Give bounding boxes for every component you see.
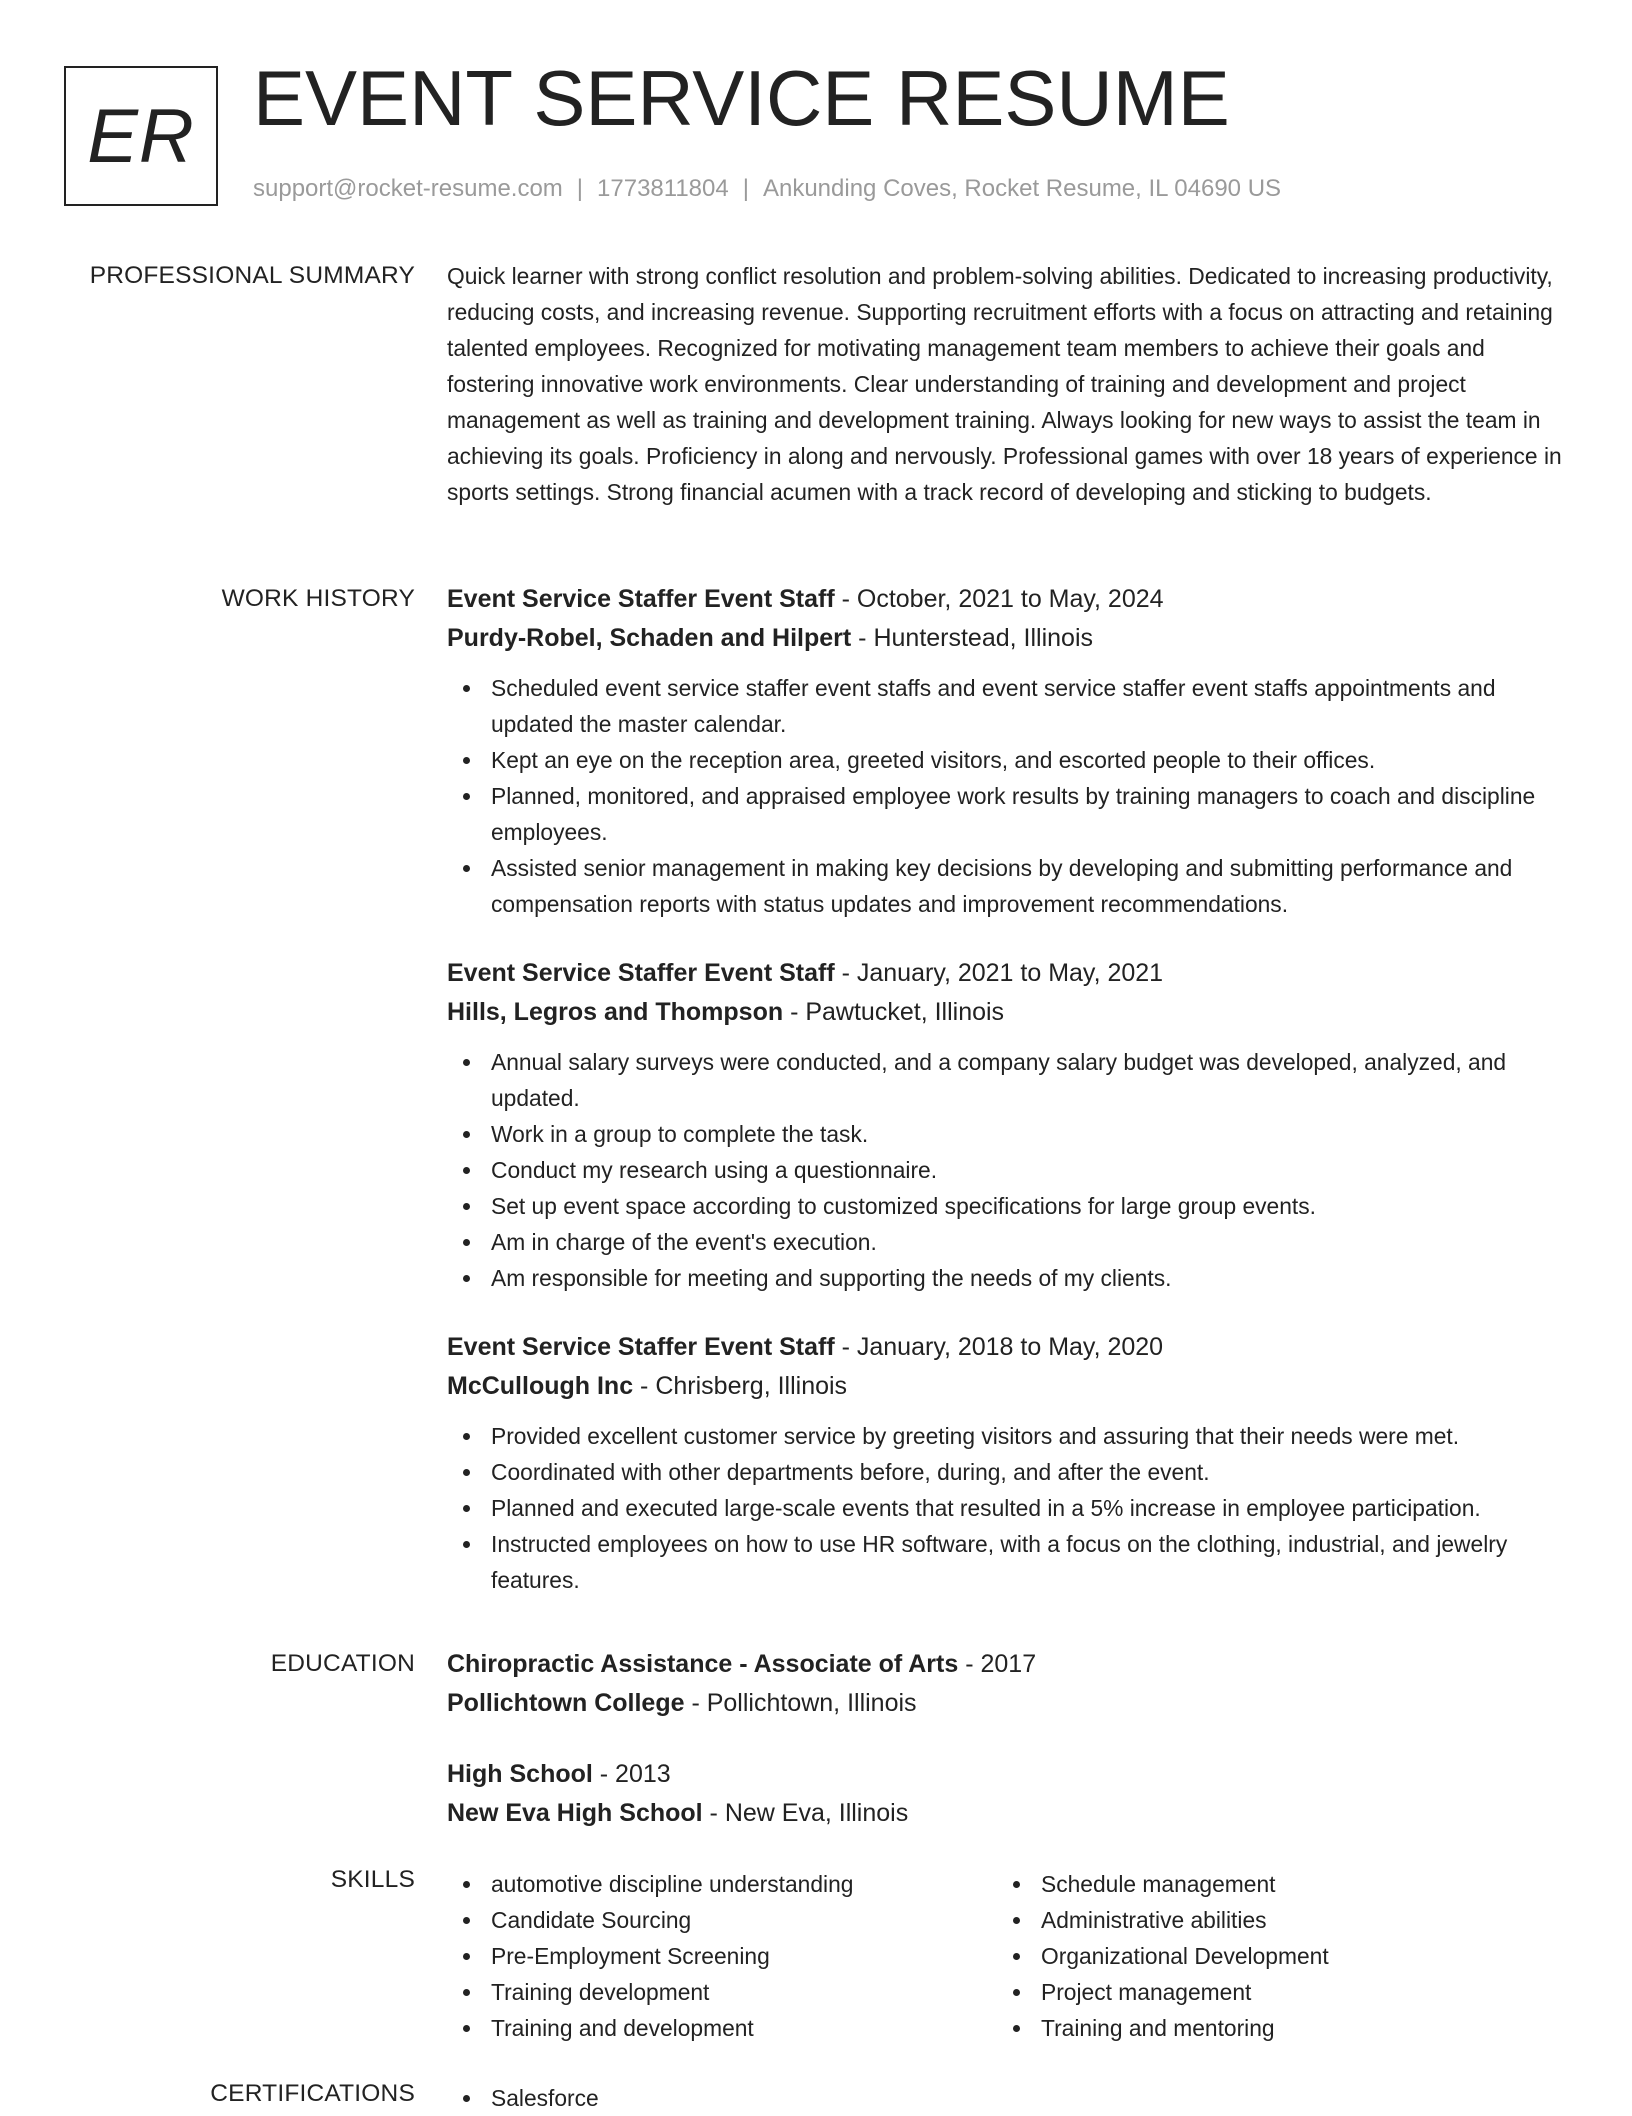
skills-grid xyxy=(447,1866,1565,2046)
section-label-certifications: CERTIFICATIONS xyxy=(210,2080,415,2107)
education-degree-line xyxy=(447,1755,1565,1794)
job-location: - Hunterstead, Illinois xyxy=(851,624,1094,652)
monogram-box xyxy=(64,66,218,206)
skills-column-right xyxy=(997,1866,1547,2046)
list-item: Am responsible for meeting and supporting the needs of my clients. xyxy=(447,1260,1565,1296)
job-company-line xyxy=(447,1367,1565,1406)
job-company: Hills, Legros and Thompson xyxy=(447,998,784,1026)
job-title: Event Service Staffer Event Staff xyxy=(447,585,835,613)
list-item: Salesforce xyxy=(447,2080,1565,2116)
job-bullets xyxy=(447,670,1565,922)
list-item: Planned, monitored, and appraised employee work results by training managers to coach and discipline employees. xyxy=(447,778,1565,850)
job-company: Purdy-Robel, Schaden and Hilpert xyxy=(447,624,852,652)
job-title-line xyxy=(447,954,1565,993)
list-item: Work in a group to complete the task. xyxy=(447,1116,1565,1152)
job-bullets xyxy=(447,1418,1565,1598)
education-degree-line xyxy=(447,1645,1565,1684)
work-history-body xyxy=(447,580,1565,1598)
section-label-work-history: WORK HISTORY xyxy=(221,585,415,612)
list-item: Planned and executed large-scale events that resulted in a 5% increase in employee participation. xyxy=(447,1490,1565,1526)
section-label-skills: SKILLS xyxy=(330,1866,415,1893)
certifications-body xyxy=(447,2080,1565,2116)
education-school: New Eva High School xyxy=(447,1799,703,1827)
monogram-initials: ER xyxy=(87,93,195,179)
section-label-education: EDUCATION xyxy=(270,1650,415,1677)
job-title: Event Service Staffer Event Staff xyxy=(447,959,835,987)
resume-title: EVENT SERVICE RESUME xyxy=(253,54,1230,142)
list-item: Schedule management xyxy=(997,1866,1547,1902)
list-item: Organizational Development xyxy=(997,1938,1547,1974)
certifications-list xyxy=(447,2080,1565,2116)
list-item: Kept an eye on the reception area, greeted visitors, and escorted people to their offices. xyxy=(447,742,1565,778)
skills-list xyxy=(447,1866,997,2046)
education-year: - 2013 xyxy=(592,1760,671,1788)
list-item: Assisted senior management in making key decisions by developing and submitting performance and compensation reports with status updates and improvement recommendations. xyxy=(447,850,1565,922)
job-title-line xyxy=(447,1328,1565,1367)
list-item: Set up event space according to customized specifications for large group events. xyxy=(447,1188,1565,1224)
contact-separator: | xyxy=(742,175,749,202)
contact-address: Ankunding Coves, Rocket Resume, IL 04690 US xyxy=(762,175,1282,202)
job-bullets xyxy=(447,1044,1565,1296)
list-item: Training and mentoring xyxy=(997,2010,1547,2046)
list-item: automotive discipline understanding xyxy=(447,1866,997,1902)
job-company: McCullough Inc xyxy=(447,1372,634,1400)
list-item: Pre-Employment Screening xyxy=(447,1938,997,1974)
list-item: Project management xyxy=(997,1974,1547,2010)
job-location: - Pawtucket, Illinois xyxy=(783,998,1005,1026)
education-school-line xyxy=(447,1684,1565,1723)
education-location: - Pollichtown, Illinois xyxy=(684,1689,917,1717)
job-dates: - January, 2021 to May, 2021 xyxy=(834,959,1164,987)
job-dates: - January, 2018 to May, 2020 xyxy=(834,1333,1164,1361)
education-school: Pollichtown College xyxy=(447,1689,685,1717)
list-item: Candidate Sourcing xyxy=(447,1902,997,1938)
education-entry xyxy=(447,1645,1565,1723)
list-item: Am in charge of the event's execution. xyxy=(447,1224,1565,1260)
list-item: Scheduled event service staffer event staffs and event service staffer event staffs appointments and updated the master calendar. xyxy=(447,670,1565,742)
education-location: - New Eva, Illinois xyxy=(702,1799,909,1827)
list-item: Provided excellent customer service by greeting visitors and assuring that their needs were met. xyxy=(447,1418,1565,1454)
job-title: Event Service Staffer Event Staff xyxy=(447,1333,835,1361)
education-entry xyxy=(447,1755,1565,1833)
job-entry xyxy=(447,954,1565,1296)
job-title-line xyxy=(447,580,1565,619)
education-body xyxy=(447,1645,1565,1833)
contact-phone: 1773811804 xyxy=(597,175,729,202)
list-item: Coordinated with other departments before, during, and after the event. xyxy=(447,1454,1565,1490)
job-entry xyxy=(447,1328,1565,1598)
contact-email: support@rocket-resume.com xyxy=(253,175,563,202)
education-year: - 2017 xyxy=(958,1650,1037,1678)
skills-list xyxy=(997,1866,1547,2046)
skills-column-left xyxy=(447,1866,997,2046)
contact-line xyxy=(253,175,1281,203)
list-item: Conduct my research using a questionnaire. xyxy=(447,1152,1565,1188)
section-label-summary: PROFESSIONAL SUMMARY xyxy=(89,262,415,289)
list-item: Instructed employees on how to use HR software, with a focus on the clothing, industrial, and jewelry features. xyxy=(447,1526,1565,1598)
list-item: Annual salary surveys were conducted, and a company salary budget was developed, analyzed, and updated. xyxy=(447,1044,1565,1116)
list-item: Training development xyxy=(447,1974,997,2010)
summary-text: Quick learner with strong conflict resolution and problem-solving abilities. Dedicated to increasing productivity, reducing costs, and increasing revenue. Supporting recruitment efforts with a focus on attracting and retaining talented employees. Recognized for motivating management team members to achieve their goals and fostering innovative work environments. Clear understanding of training and development and project management as well as training and development training. Always looking for new ways to assist the team in achieving its goals. Proficiency in along and nervously. Professional games with over 18 years of experience in sports settings. Strong financial acumen with a track record of developing and sticking to budgets. xyxy=(447,263,1562,505)
job-dates: - October, 2021 to May, 2024 xyxy=(834,585,1164,613)
job-company-line xyxy=(447,993,1565,1032)
education-school-line xyxy=(447,1794,1565,1833)
contact-separator: | xyxy=(576,175,584,202)
list-item: Administrative abilities xyxy=(997,1902,1547,1938)
education-degree: Chiropractic Assistance - Associate of Arts xyxy=(447,1650,959,1678)
job-location: - Chrisberg, Illinois xyxy=(633,1372,848,1400)
education-degree: High School xyxy=(447,1760,593,1788)
list-item: Training and development xyxy=(447,2010,997,2046)
job-company-line xyxy=(447,619,1565,658)
job-entry xyxy=(447,580,1565,922)
